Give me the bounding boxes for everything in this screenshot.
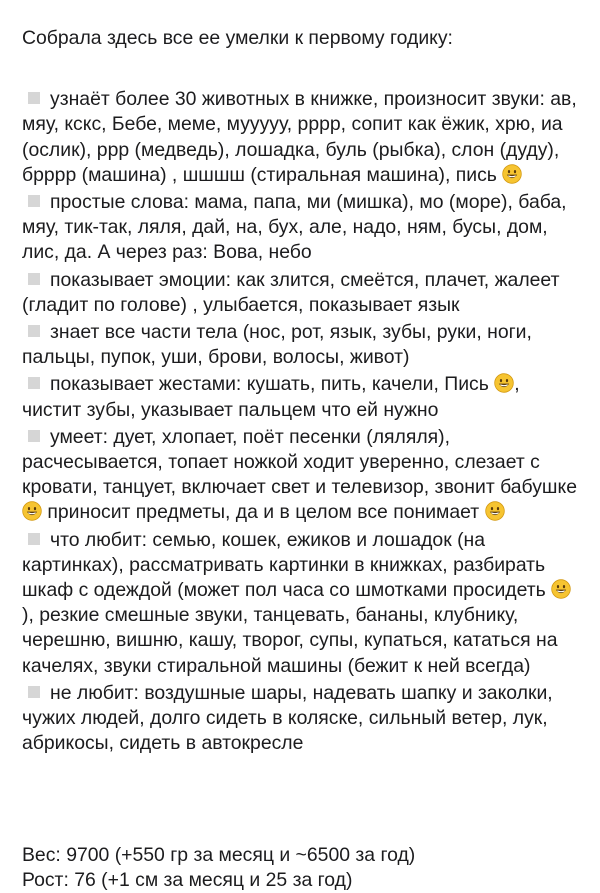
list-item [22,372,582,422]
item-text: умеет: дует, хлопает, поёт песенки (ляляля), расчесывается, топает ножкой ходит уверенно, слезает с кровати, танцует, включает свет и телевизор, звонит бабушке [22,425,577,499]
note-body [22,26,582,758]
bullet-square-icon [28,325,40,337]
item-text: показывает эмоции: как злится, смеётся, плачет, жалеет (гладит по голове) , улыбается, показывает язык [22,268,560,316]
bullet-square-icon [28,92,40,104]
item-text: не любит: воздушные шары, надевать шапку и заколки, чужих людей, долго сидеть в коляске, сильный ветер, лук, абрикосы, сидеть в автокресле [22,681,553,755]
list-item [22,528,582,679]
intro-text: Собрала здесь все ее умелки к первому годику: [22,27,453,49]
bullet-square-icon [28,430,40,442]
smiley-emoji-icon [485,501,505,521]
item-text-after: , чистит зубы, указывает пальцем что ей нужно [22,373,520,421]
list-item [22,268,582,318]
bullet-square-icon [28,686,40,698]
list-item [22,87,582,188]
smiley-emoji-icon [22,501,42,521]
item-text: узнаёт более 30 животных в книжке, произносит звуки: ав, мяу, кскс, Бебе, меме, мууууу, рррр, сопит как ёжик, хрю, иа (ослик), ррр (медведь), лошадка, буль (рыбка), слон (дуду), брррр (машина) , шшшш (стиральная машина), пись [22,88,577,186]
weight-line: Вес: 9700 (+550 гр за месяц и ~6500 за год) [22,844,416,866]
bullet-square-icon [28,377,40,389]
list-item [22,320,582,370]
list-item [22,681,582,757]
smiley-emoji-icon [494,373,514,393]
item-text: простые слова: мама, папа, ми (мишка), мо (море), баба, мяу, тик-так, ляля, дай, на, бух, але, надо, ням, бусы, дом, лис, да. А через раз: Вова, небо [22,191,567,264]
list-item [22,425,582,526]
bullet-square-icon [28,195,40,207]
item-text-after: приносит предметы, да и в целом все понимает [42,501,480,524]
smiley-emoji-icon [502,164,522,184]
item-text: показывает жестами: кушать, пить, качели, Пись [50,373,489,396]
item-text-after: ), резкие смешные звуки, танцевать, бананы, клубнику, черешню, вишню, кашу, творог, супы, купаться, кататься на качелях, звуки стиральной машины (бежит к ней всегда) [22,604,558,677]
list-item [22,190,582,266]
smiley-emoji-icon [551,579,571,599]
stats-block [22,843,582,893]
item-text: знает все части тела (нос, рот, язык, зубы, руки, ноги, пальцы, пупок, уши, брови, волосы, живот) [22,321,532,369]
height-line: Рост: 76 (+1 см за месяц и 25 за год) [22,869,353,892]
item-text: что любит: семью, кошек, ежиков и лошадок (на картинках), рассматривать картинки в книжках, разбирать шкаф с одеждой (может пол часа со шмотками просидеть [22,528,546,602]
bullet-square-icon [28,273,40,285]
bullet-square-icon [28,533,40,545]
